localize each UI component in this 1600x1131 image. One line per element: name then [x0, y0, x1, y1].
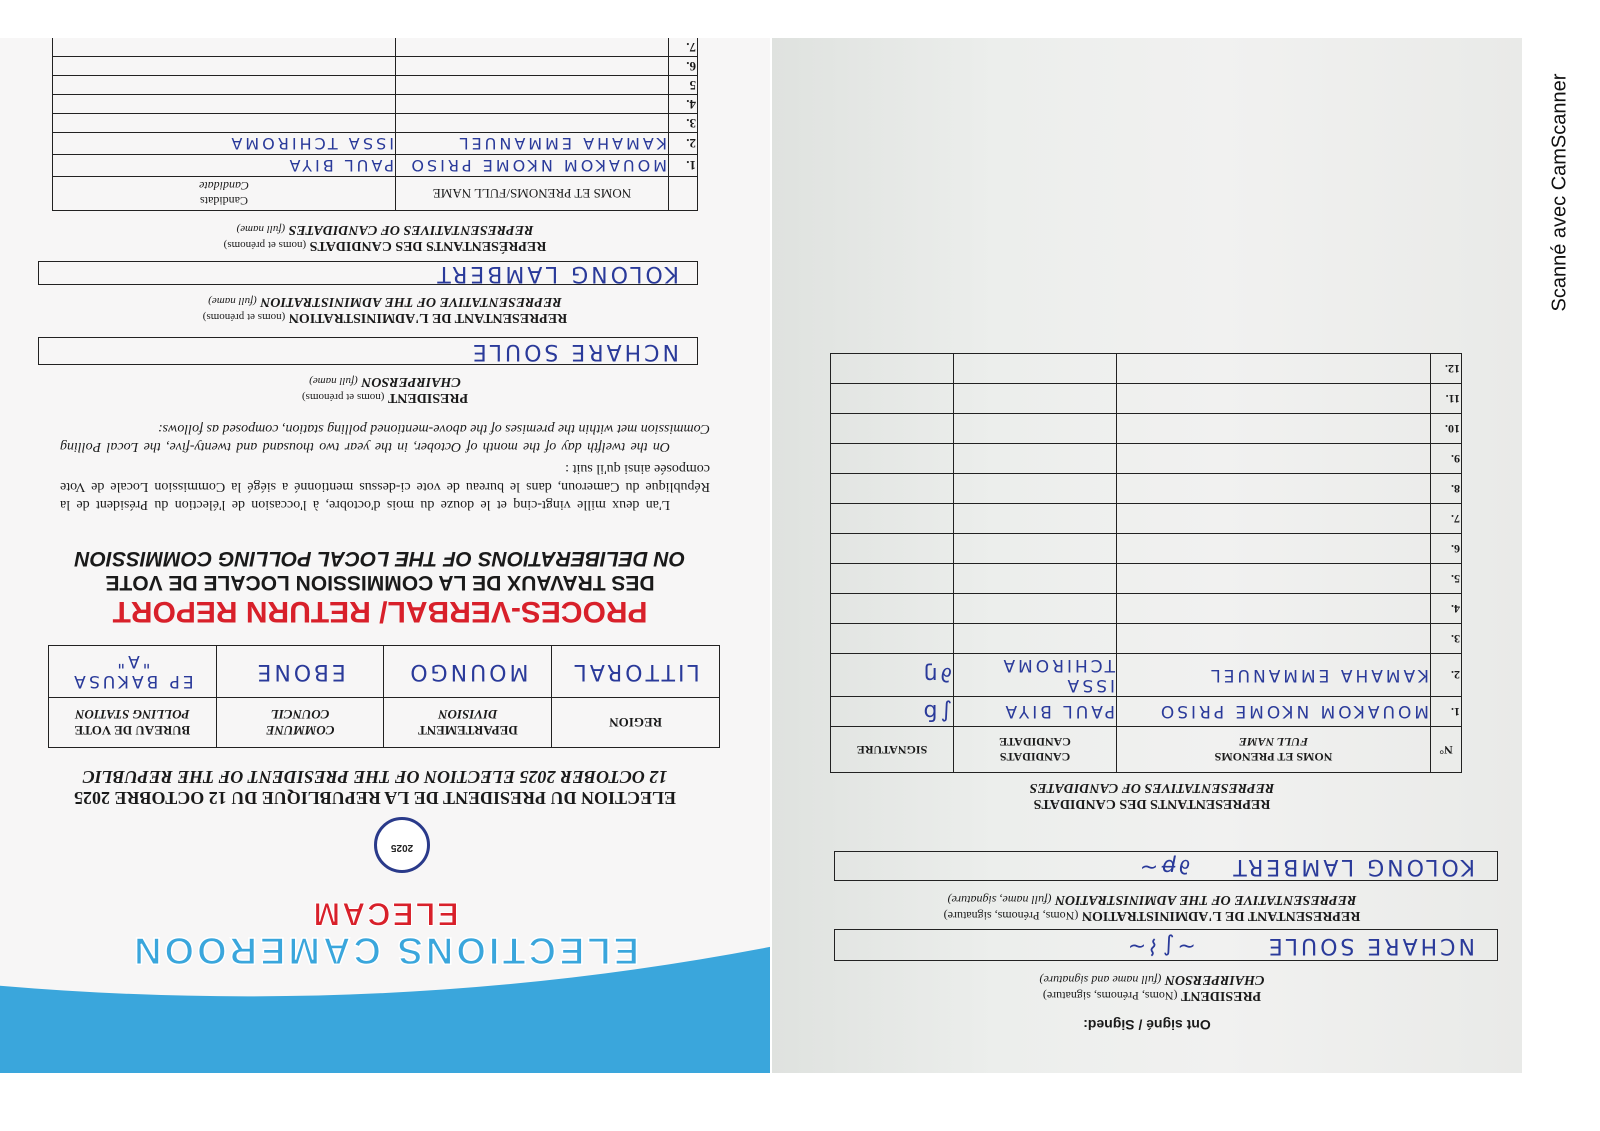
signed-label: Ont signé / Signed:	[1083, 1017, 1211, 1033]
rep-candidate[interactable]	[954, 624, 1117, 654]
table-row: 7.	[831, 504, 1462, 534]
table-row: 7.	[53, 38, 698, 57]
rep-name[interactable]	[1117, 474, 1431, 504]
rep-candidate[interactable]	[954, 594, 1117, 624]
rep-signature[interactable]	[831, 534, 954, 564]
president-signature-icon: ~∫⌇~	[1124, 933, 1196, 958]
rep-candidate[interactable]	[954, 354, 1117, 384]
candidate-reps-label: REPRÉSENTANTS DES CANDIDATS (noms et prénoms) REPRESENTATIVES OF CANDIDATES (full name)	[223, 222, 547, 253]
rep-name[interactable]	[1117, 534, 1431, 564]
signature-icon[interactable]: ∫ɓ	[831, 697, 954, 727]
rep-name[interactable]	[1117, 354, 1431, 384]
left-page-content	[0, 38, 770, 1073]
president-label: PRESIDENT (noms et prénoms) CHAIRPERSON (full name)	[301, 374, 469, 405]
departement-value[interactable]: MOUNGO	[384, 646, 552, 698]
rep-signature[interactable]	[831, 594, 954, 624]
bureau-value[interactable]: EP BAKUSA "A"	[49, 646, 217, 698]
table-row: 2. KAMAHA EMMANUEL ISSA TCHIROMA ∂ŋ	[831, 654, 1462, 697]
header-commune: COMMUNE COUNCIL	[216, 698, 384, 748]
admin-signature-icon: ∂ᵽ~	[1136, 854, 1191, 879]
rep-name[interactable]	[1117, 444, 1431, 474]
right-admin-rep-label: REPRESENTANT DE L'ADMINISTRATION (Noms, Prénoms, signature) REPRESENTATIVE OF THE ADMINISTRATION (full name, signature)	[943, 892, 1361, 923]
table-row: 4.	[53, 95, 698, 114]
rep-name[interactable]	[1117, 564, 1431, 594]
right-president-name-field[interactable]: NCHARE SOULE ~∫⌇~	[834, 929, 1498, 961]
region-value[interactable]: LITTORAL	[552, 646, 720, 698]
right-candidate-reps-label: REPRESENTANTS DES CANDIDATS REPRESENTATIVES OF CANDIDATES	[1029, 780, 1275, 811]
election-title-en: 12 OCTOBER 2025 ELECTION OF THE PRESIDENT OF THE REPUBLIC	[82, 767, 668, 787]
table-row: 8.	[831, 474, 1462, 504]
table-row: 3.	[53, 114, 698, 133]
right-admin-rep-name-field[interactable]: KOLONG LAMBERT ∂ᵽ~	[834, 851, 1498, 881]
rep-candidate[interactable]: PAUL BIYA	[954, 697, 1117, 727]
intro-en: On the twelfth day of the month of October, in the year two thousand and twenty-five, the Local Polling Commission met within the premises of the above-mentioned polling station, composed as follows:	[60, 421, 710, 454]
table-row: 4.	[831, 594, 1462, 624]
elecam-seal-icon	[374, 817, 430, 873]
col-candidate-header: Candidats Candidate	[53, 177, 396, 211]
rep-candidate[interactable]	[53, 95, 396, 114]
right-candidate-reps-table	[830, 353, 1462, 773]
rep-name[interactable]: MOUAKOM NKOME PRISO	[396, 155, 669, 177]
rep-name[interactable]	[1117, 384, 1431, 414]
table-row: 12.	[831, 354, 1462, 384]
table-row: 9.	[831, 444, 1462, 474]
rep-name[interactable]: KAMAHA EMMANUEL	[1117, 654, 1431, 697]
rep-candidate[interactable]	[954, 504, 1117, 534]
president-name-field[interactable]: NCHARE SOULE	[38, 337, 698, 365]
right-president-label: PRESIDENT (Noms, Prénoms, signature) CHAIRPERSON (full name and signature)	[1039, 972, 1265, 1003]
right-page-content	[772, 38, 1522, 1073]
rep-name[interactable]	[1117, 414, 1431, 444]
rep-candidate[interactable]	[954, 534, 1117, 564]
rep-candidate[interactable]	[954, 474, 1117, 504]
rep-signature[interactable]	[831, 414, 954, 444]
rep-name[interactable]: KAMAHA EMMANUEL	[396, 133, 669, 155]
rep-signature[interactable]	[831, 624, 954, 654]
rep-candidate[interactable]	[954, 384, 1117, 414]
report-subtitle-en: ON DELIBERATIONS OF THE LOCAL POLLING COMMISSION	[74, 547, 686, 570]
table-row: 1. MOUAKOM NKOME PRISO PAUL BIYA ∫ɓ	[831, 697, 1462, 727]
rep-name[interactable]	[1117, 624, 1431, 654]
rep-candidate[interactable]	[53, 114, 396, 133]
intro-text	[60, 419, 710, 513]
table-row: 6.	[53, 57, 698, 76]
report-subtitle-fr: DES TRAVAUX DE LA COMMISSION LOCALE DE VOTE	[105, 571, 655, 594]
banner-subtitle: ELECAM	[311, 896, 459, 932]
rep-signature[interactable]	[831, 564, 954, 594]
rep-name[interactable]	[396, 95, 669, 114]
rep-name[interactable]	[396, 76, 669, 95]
table-row: 10.	[831, 414, 1462, 444]
rep-candidate[interactable]: PAUL BIYA	[53, 155, 396, 177]
election-title	[50, 766, 700, 808]
rep-signature[interactable]	[831, 354, 954, 384]
rep-candidate[interactable]	[954, 564, 1117, 594]
rep-name[interactable]	[396, 38, 669, 57]
admin-rep-label: REPRESENTANT DE L'ADMINISTRATION (noms et prénoms) REPRESENTATIVE OF THE ADMINISTRATION (full name)	[202, 294, 568, 325]
intro-fr: L'an deux mille vingt-cinq et le douze du mois d'octobre, à l'occasion de l'élection du Président de la République du Cameroun, dans le bureau de vote ci-dessus mentionné a siégé la Commission Locale de Vote composée ainsi qu'il suit :	[60, 461, 710, 512]
banner-title: ELECTIONS CAMEROON	[131, 929, 639, 971]
rep-signature[interactable]	[831, 504, 954, 534]
col-name-header: NOMS ET PRENOMS FULL NAME	[1117, 727, 1431, 773]
col-n-header	[669, 177, 698, 211]
election-title-fr: ELECTION DU PRESIDENT DE LA REPUBLIQUE DU 12 OCTOBRE 2025	[74, 788, 676, 808]
rep-name[interactable]	[1117, 594, 1431, 624]
signature-icon[interactable]: ∂ŋ	[831, 654, 954, 697]
rep-name[interactable]	[1117, 504, 1431, 534]
table-row: 11.	[831, 384, 1462, 414]
header-departement: DEPARTEMENT DIVISION	[384, 698, 552, 748]
table-row: 5	[53, 76, 698, 95]
table-row: 6.	[831, 534, 1462, 564]
col-signature-header: SIGNATURE	[831, 727, 954, 773]
candidate-reps-table	[52, 38, 698, 211]
rep-signature[interactable]	[831, 384, 954, 414]
header-bureau: BUREAU DE VOTE POLLING STATION	[49, 698, 217, 748]
location-table	[48, 645, 720, 748]
rep-candidate[interactable]: ISSA TCHIROMA	[954, 654, 1117, 697]
left-page	[0, 38, 770, 1073]
commune-value[interactable]: EBONE	[216, 646, 384, 698]
rep-candidate[interactable]	[53, 38, 396, 57]
report-title-block	[30, 546, 730, 628]
camscanner-watermark	[1530, 20, 1570, 320]
rep-name[interactable]	[396, 114, 669, 133]
rep-candidate[interactable]	[53, 57, 396, 76]
rep-name[interactable]: MOUAKOM NKOME PRISO	[1117, 697, 1431, 727]
table-row: 5.	[831, 564, 1462, 594]
header-region: REGION	[552, 698, 720, 748]
col-n-header: N°	[1431, 727, 1462, 773]
admin-rep-name-field[interactable]: KOLONG LAMBERT	[38, 261, 698, 285]
right-page	[772, 38, 1522, 1073]
banner-titles	[0, 895, 770, 971]
rep-candidate[interactable]: ISSA TCHIROMA	[53, 133, 396, 155]
rep-signature[interactable]	[831, 474, 954, 504]
seal-year: 2025	[390, 842, 414, 853]
table-row: 1. MOUAKOM NKOME PRISO PAUL BIYA	[53, 155, 698, 177]
table-row: 3.	[831, 624, 1462, 654]
watermark-text: Scanné avec CamScanner	[1548, 73, 1571, 312]
report-title: PROCES-VERBAL/ RETURN REPORT	[112, 595, 648, 628]
rep-candidate[interactable]	[954, 444, 1117, 474]
rep-candidate[interactable]	[954, 414, 1117, 444]
col-candidate-header: CANDIDATS CANDIDATE	[954, 727, 1117, 773]
rep-candidate[interactable]	[53, 76, 396, 95]
rep-signature[interactable]	[831, 444, 954, 474]
rep-name[interactable]	[396, 57, 669, 76]
col-name-header: NOMS ET PRENOMS/FULL NAME	[396, 177, 669, 211]
table-row: 2. KAMAHA EMMANUEL ISSA TCHIROMA	[53, 133, 698, 155]
